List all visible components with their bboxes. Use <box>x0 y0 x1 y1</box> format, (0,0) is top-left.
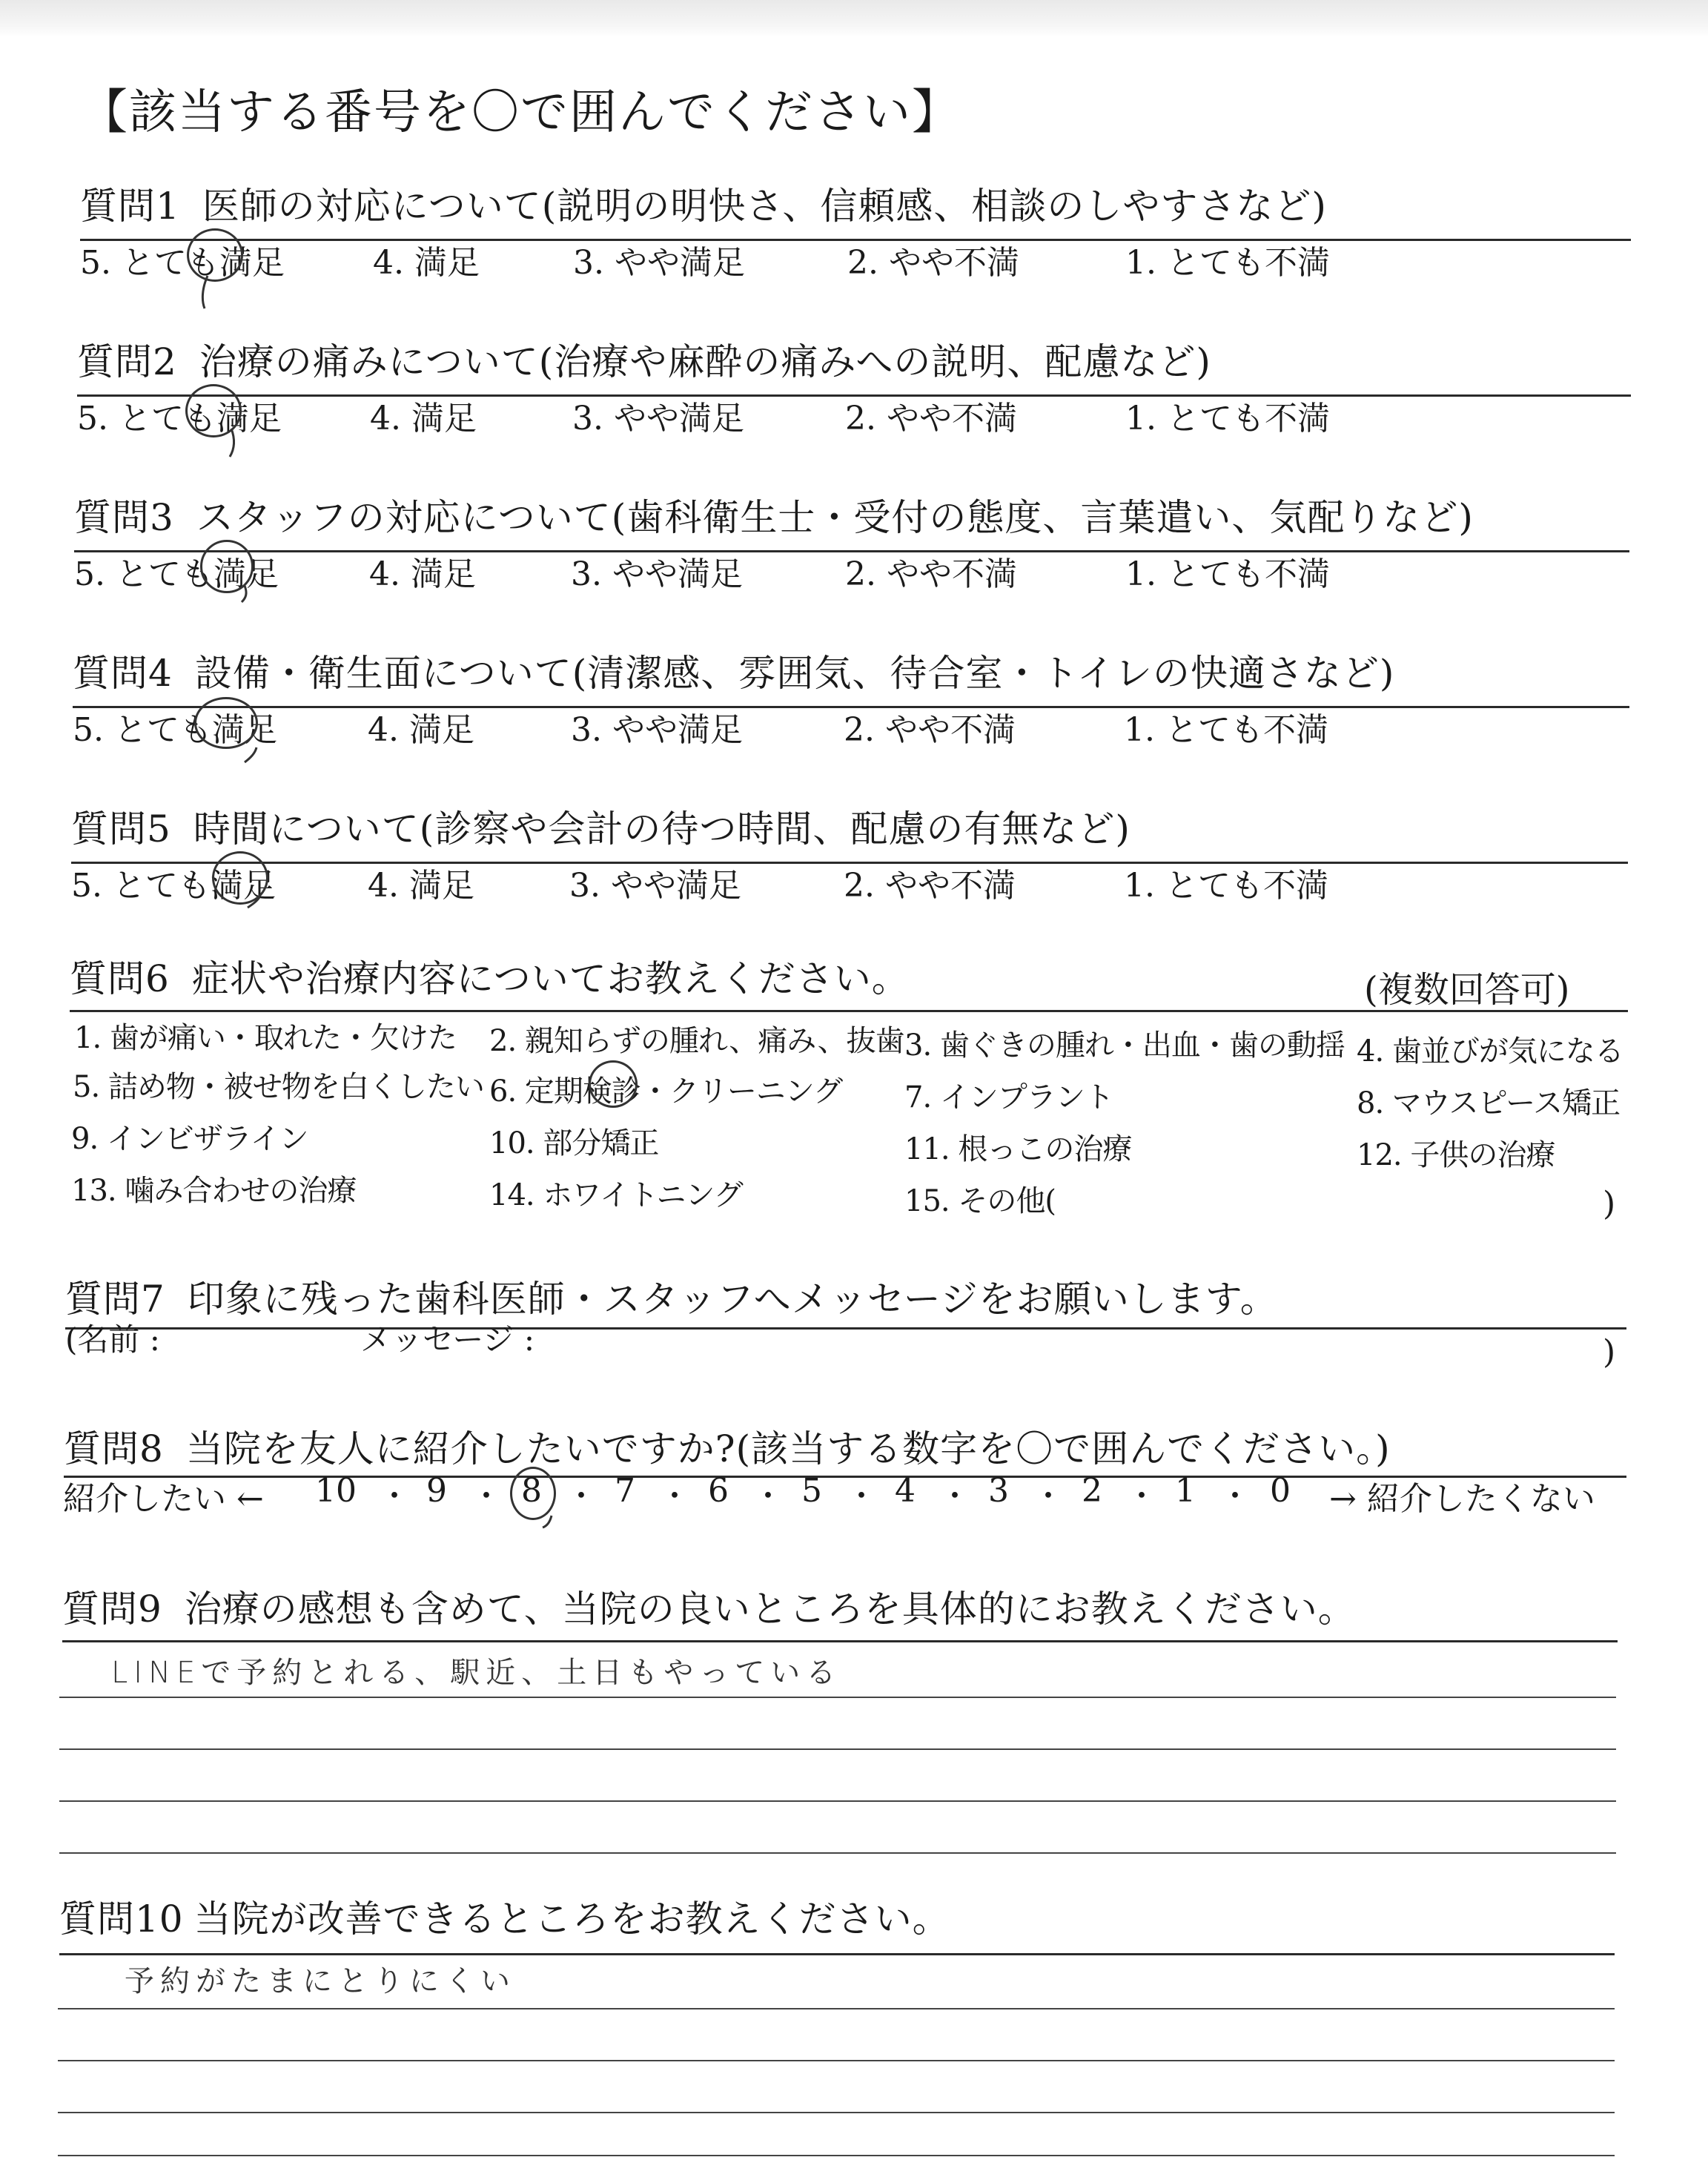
q7-name-label: (名前 : <box>65 1321 160 1358</box>
q3-option-3[interactable]: 3. やや満足 <box>571 555 743 593</box>
q8-scale-2[interactable]: 2 <box>1082 1472 1102 1510</box>
q8-circle-tail <box>543 1516 552 1527</box>
q3-circle-tail <box>242 586 246 602</box>
q7-message-label[interactable]: メッセージ : <box>360 1321 534 1358</box>
q3-title: スタッフの対応について(歯科衛生士・受付の態度、言葉遣い、気配りなど) <box>196 496 1474 539</box>
q4-circle-tail <box>245 747 256 762</box>
q1-option-1[interactable]: 1. とても不満 <box>1125 244 1330 282</box>
q6-option-6[interactable]: 6. 定期検診・クリーニング <box>489 1074 843 1109</box>
q6-option-15[interactable]: 15. その他( <box>904 1184 1056 1218</box>
q8-title: 当院を友人に紹介したいですか?(該当する数字を〇で囲んでください。) <box>185 1427 1391 1470</box>
q8-right-label: → 紹介したくない <box>1329 1480 1595 1518</box>
q6-option-1[interactable]: 1. 歯が痛い・取れた・欠けた <box>74 1021 457 1055</box>
q5-circle-tail <box>248 897 259 908</box>
q5-title: 時間について(診察や会計の待つ時間、配慮の有無など) <box>193 807 1131 851</box>
q3-option-5[interactable]: 5. とても満足 <box>74 555 279 593</box>
q5-option-5[interactable]: 5. とても満足 <box>71 867 276 905</box>
q6-option-9[interactable]: 9. インビザライン <box>71 1122 308 1156</box>
q2-option-2[interactable]: 2. やや不満 <box>845 400 1017 437</box>
q8-separator: ・ <box>379 1478 411 1514</box>
q8-scale-7[interactable]: 7 <box>615 1472 635 1510</box>
q1-title: 医師の対応について(説明の明快さ、信頼感、相談のしやすさなど) <box>202 185 1327 228</box>
q4-option-5[interactable]: 5. とても満足 <box>73 711 277 749</box>
q2-title: 治療の痛みについて(治療や麻酔の痛みへの説明、配慮など) <box>199 340 1211 383</box>
q8-scale-1[interactable]: 1 <box>1175 1472 1196 1510</box>
page-header: 【該当する番号を〇で囲んでください】 <box>80 85 961 140</box>
q6-option-11[interactable]: 11. 根っこの治療 <box>904 1132 1132 1166</box>
q8-separator: ・ <box>659 1478 691 1514</box>
q6-option-3[interactable]: 3. 歯ぐきの腫れ・出血・歯の動揺 <box>904 1028 1345 1063</box>
q5-option-2[interactable]: 2. やや不満 <box>844 867 1016 905</box>
q6-multi-note: (複数回答可) <box>1364 969 1570 1011</box>
q1-option-5[interactable]: 5. とても満足 <box>80 244 285 282</box>
q8-separator: ・ <box>939 1478 971 1514</box>
q4-option-4[interactable]: 4. 満足 <box>368 711 474 749</box>
q8-scale-6[interactable]: 6 <box>708 1472 729 1510</box>
q3-option-4[interactable]: 4. 満足 <box>369 555 476 593</box>
q10-number: 質問10 <box>59 1898 184 1941</box>
q8-scale-0[interactable]: 0 <box>1270 1472 1291 1510</box>
q8-scale-4[interactable]: 4 <box>895 1472 916 1510</box>
q1-number: 質問1 <box>80 185 180 228</box>
q8-scale-3[interactable]: 3 <box>988 1472 1009 1510</box>
q2-circle-tail <box>230 429 234 457</box>
q8-scale-10[interactable]: 10 <box>315 1472 357 1510</box>
q8-left-label: 紹介したい ← <box>63 1480 264 1518</box>
q6-number: 質問6 <box>70 957 170 1000</box>
q4-option-2[interactable]: 2. やや不満 <box>844 711 1016 749</box>
q5-option-4[interactable]: 4. 満足 <box>368 867 474 905</box>
q4-title: 設備・衛生面について(清潔感、雰囲気、待合室・トイレの快適さなど) <box>194 652 1395 695</box>
q8-scale-5[interactable]: 5 <box>801 1472 822 1510</box>
q6-option-5[interactable]: 5. 詰め物・被せ物を白くしたい <box>73 1070 484 1104</box>
q2-number: 質問2 <box>77 340 177 383</box>
q6-option-7[interactable]: 7. インプラント <box>904 1080 1113 1114</box>
q7-number: 質問7 <box>65 1278 165 1321</box>
q6-option-10[interactable]: 10. 部分矯正 <box>489 1126 659 1160</box>
q6-option-8[interactable]: 8. マウスピース矯正 <box>1357 1086 1621 1120</box>
q10-handwritten-answer[interactable]: 予約がたまにとりにくい <box>125 1964 516 1998</box>
q8-separator: ・ <box>471 1478 503 1514</box>
q2-option-4[interactable]: 4. 満足 <box>370 400 477 437</box>
q8-separator: ・ <box>752 1478 784 1514</box>
q2-option-3[interactable]: 3. やや満足 <box>572 400 744 437</box>
q1-option-2[interactable]: 2. やや不満 <box>847 244 1019 282</box>
q7-title: 印象に残った歯科医師・スタッフへメッセージをお願いします。 <box>187 1278 1278 1321</box>
q5-option-1[interactable]: 1. とても不満 <box>1124 867 1328 905</box>
q6-option-13[interactable]: 13. 噛み合わせの治療 <box>71 1174 357 1208</box>
q1-option-3[interactable]: 3. やや満足 <box>573 244 745 282</box>
q4-option-3[interactable]: 3. やや満足 <box>571 711 743 749</box>
q6-option-14[interactable]: 14. ホワイトニング <box>489 1178 743 1212</box>
q9-title: 治療の感想も含めて、当院の良いところを具体的にお教えください。 <box>184 1588 1356 1631</box>
q8-scale-8[interactable]: 8 <box>521 1472 542 1510</box>
q1-option-4[interactable]: 4. 満足 <box>373 244 480 282</box>
q3-option-1[interactable]: 1. とても不満 <box>1125 555 1330 593</box>
q8-separator: ・ <box>1126 1478 1158 1514</box>
q2-option-1[interactable]: 1. とても不満 <box>1125 400 1330 437</box>
q4-option-1[interactable]: 1. とても不満 <box>1124 711 1328 749</box>
q8-separator: ・ <box>566 1478 598 1514</box>
q6-option-12[interactable]: 12. 子供の治療 <box>1357 1138 1555 1172</box>
q1-circle-tail <box>202 276 208 308</box>
q6-option-4[interactable]: 4. 歯並びが気になる <box>1357 1034 1623 1069</box>
q8-separator: ・ <box>1033 1478 1065 1514</box>
q6-title: 症状や治療内容についてお教えください。 <box>191 957 910 1000</box>
q5-option-3[interactable]: 3. やや満足 <box>569 867 741 905</box>
q6-other-close-paren: ) <box>1603 1185 1616 1223</box>
q4-number: 質問4 <box>73 652 173 695</box>
q8-scale-9[interactable]: 9 <box>426 1472 447 1510</box>
q6-option-2[interactable]: 2. 親知らずの腫れ、痛み、抜歯 <box>489 1024 904 1058</box>
q8-separator: ・ <box>1219 1478 1251 1514</box>
q9-handwritten-answer[interactable]: LINEで予約とれる、駅近、土日もやっている <box>111 1656 842 1690</box>
q2-option-5[interactable]: 5. とても満足 <box>77 400 282 437</box>
q8-separator: ・ <box>846 1478 878 1514</box>
q5-number: 質問5 <box>71 807 171 851</box>
q9-number: 質問9 <box>62 1588 162 1631</box>
q3-number: 質問3 <box>74 496 174 539</box>
q7-close-paren: ) <box>1603 1333 1616 1371</box>
q10-title: 当院が改善できるところをお教えください。 <box>193 1898 950 1941</box>
q8-number: 質問8 <box>64 1427 164 1470</box>
q3-option-2[interactable]: 2. やや不満 <box>845 555 1017 593</box>
